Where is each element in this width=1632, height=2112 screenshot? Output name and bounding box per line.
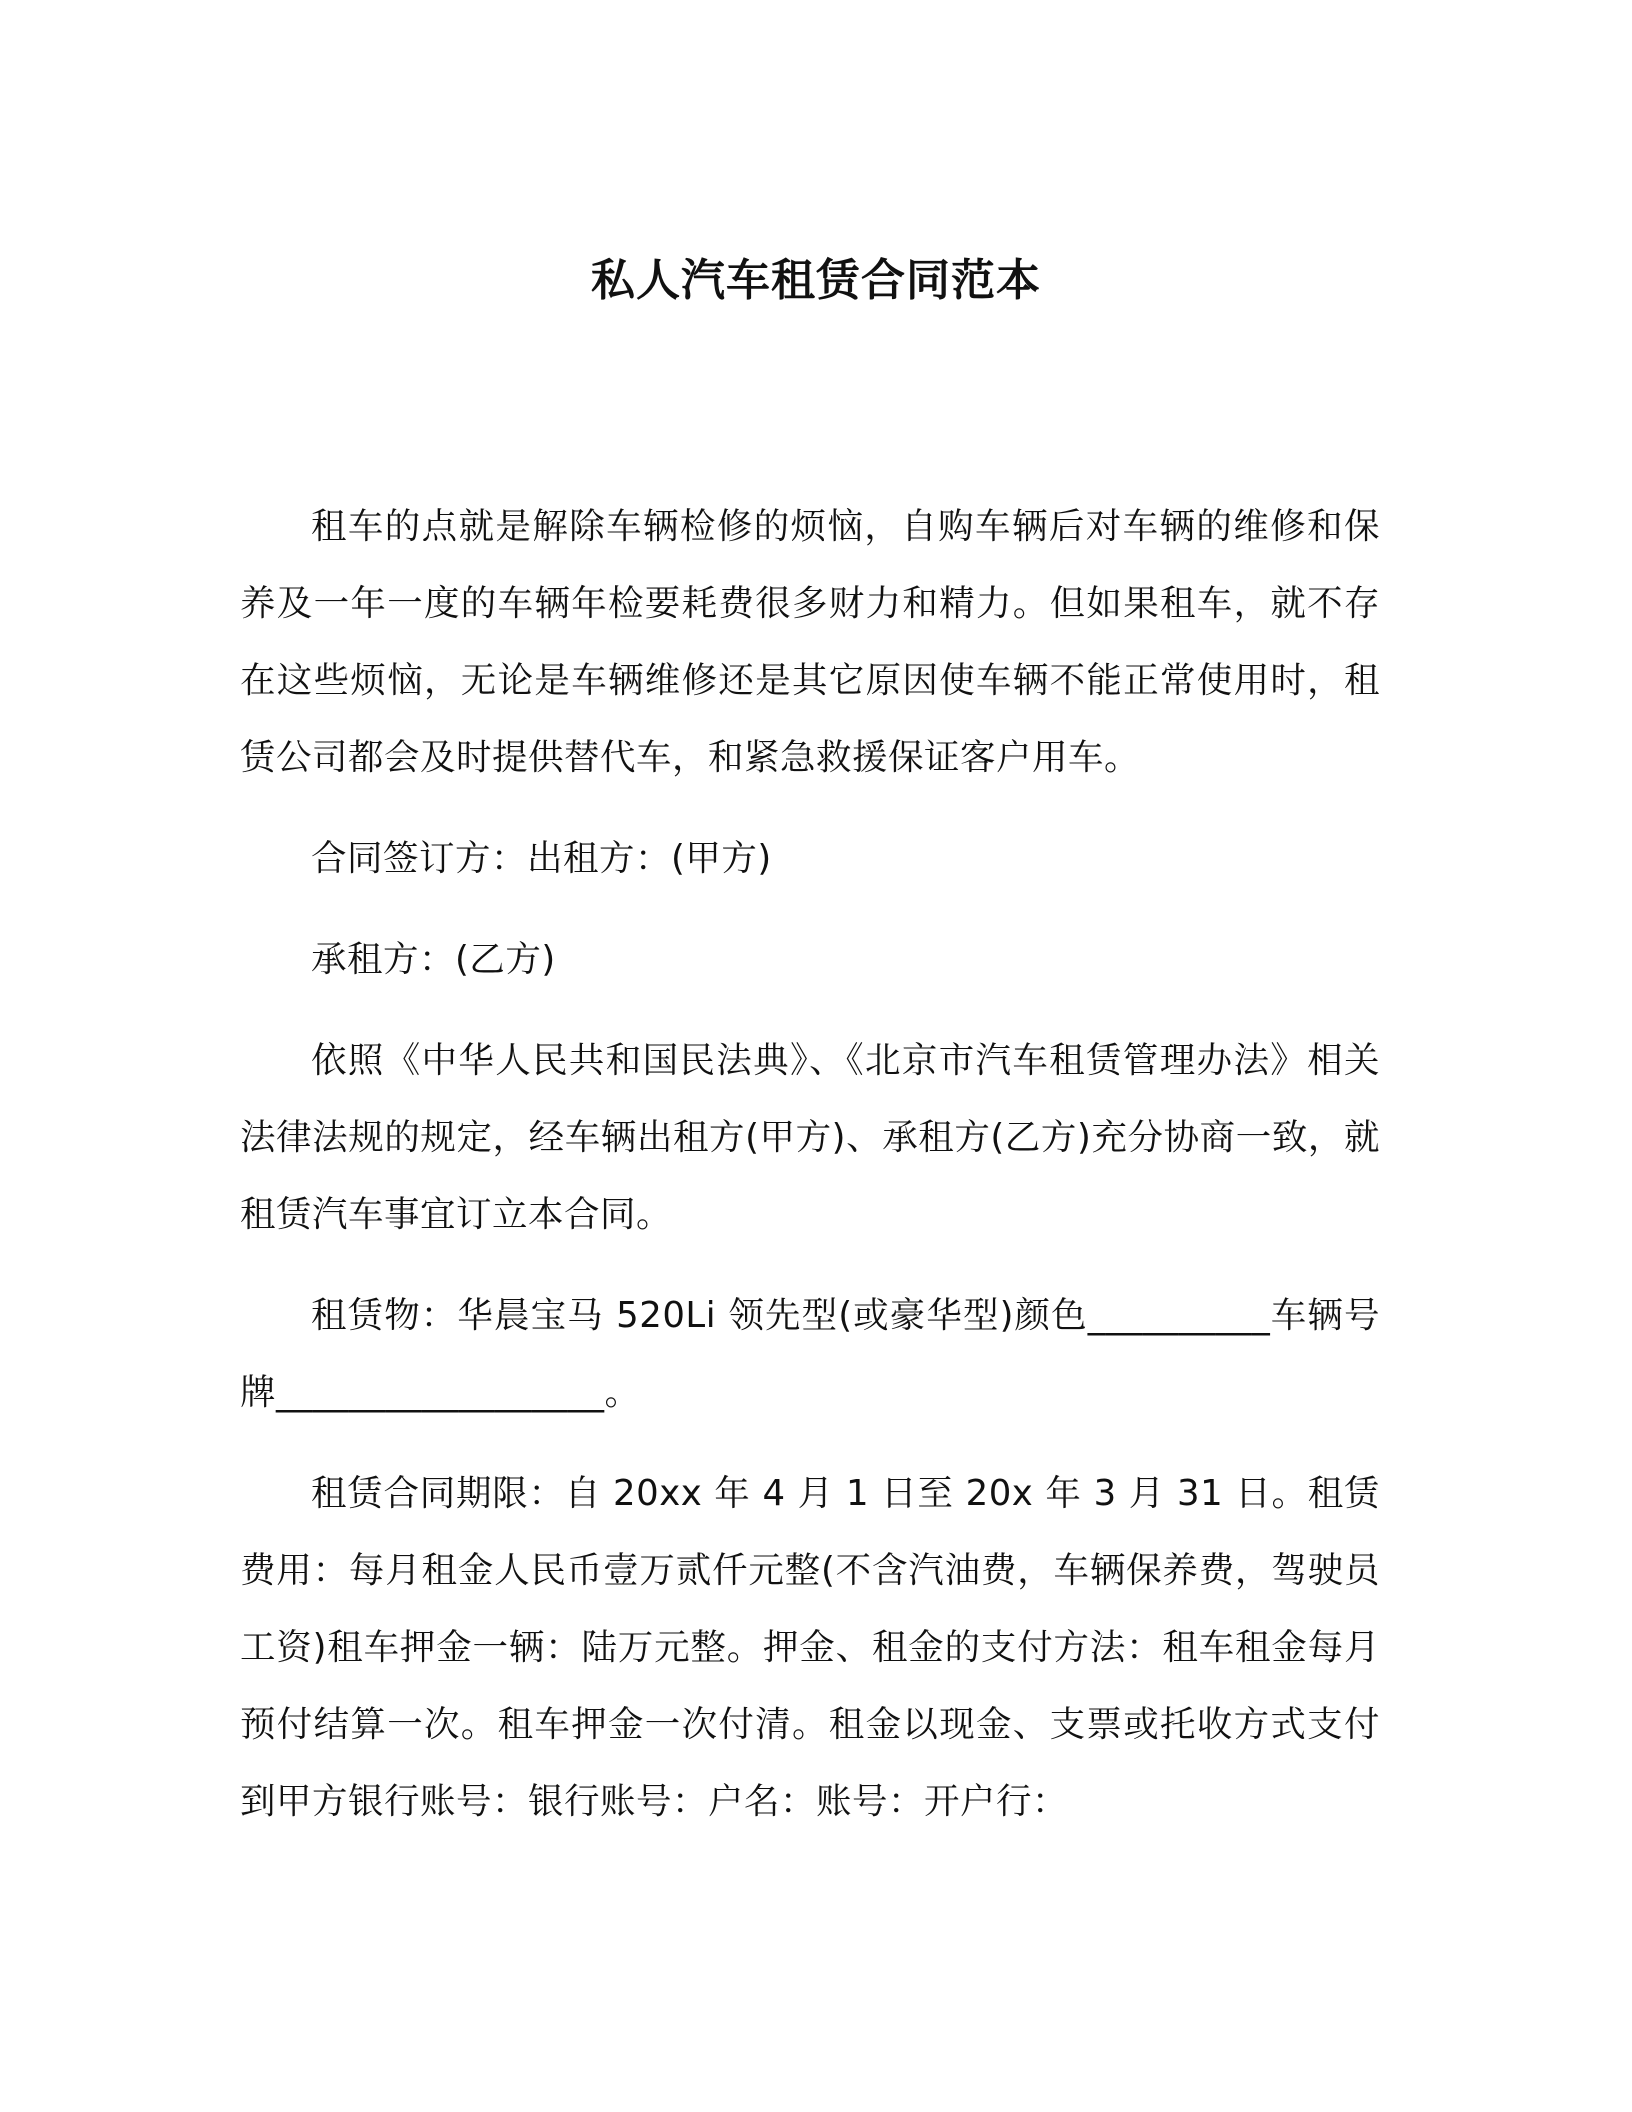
paragraph-intro: 租车的点就是解除车辆检修的烦恼，自购车辆后对车辆的维修和保养及一年一度的车辆年检要耗费很多财力和精力。但如果租车，就不存在这些烦恼，无论是车辆维修还是其它原因使车辆不能正常使用时，租赁公司都会及时提供替代车，和紧急救援保证客户用车。 [240, 506, 1380, 778]
document-title: 私人汽车租赁合同范本 [591, 255, 1041, 307]
paragraph-leased-item: 租赁物：华晨宝马 520Li 领先型(或豪华型)颜色__________车辆号牌__________________。 [240, 1295, 1380, 1413]
paragraph-legal-basis: 依照《中华人民共和国民法典》、《北京市汽车租赁管理办法》相关法律法规的规定，经车辆出租方(甲方)、承租方(乙方)充分协商一致，就租赁汽车事宜订立本合同。 [240, 1040, 1380, 1235]
paragraph-lessee: 承租方：(乙方) [311, 939, 556, 980]
paragraph-lease-term-and-fees: 租赁合同期限：自 20xx 年 4 月 1 日至 20x 年 3 月 31 日。租赁费用：每月租金人民币壹万贰仟元整(不含汽油费，车辆保养费，驾驶员工资)租车押金一辆：陆万元整。押金、租金的支付方法：租车租金每月预付结算一次。租车押金一次付清。租金以现金、支票或托收方式支付到甲方银行账号：银行账号：户名：账号：开户行： [240, 1473, 1380, 1822]
document-body [240, 488, 1380, 1840]
paragraph-lessor: 合同签订方：出租方：(甲方) [311, 838, 772, 879]
